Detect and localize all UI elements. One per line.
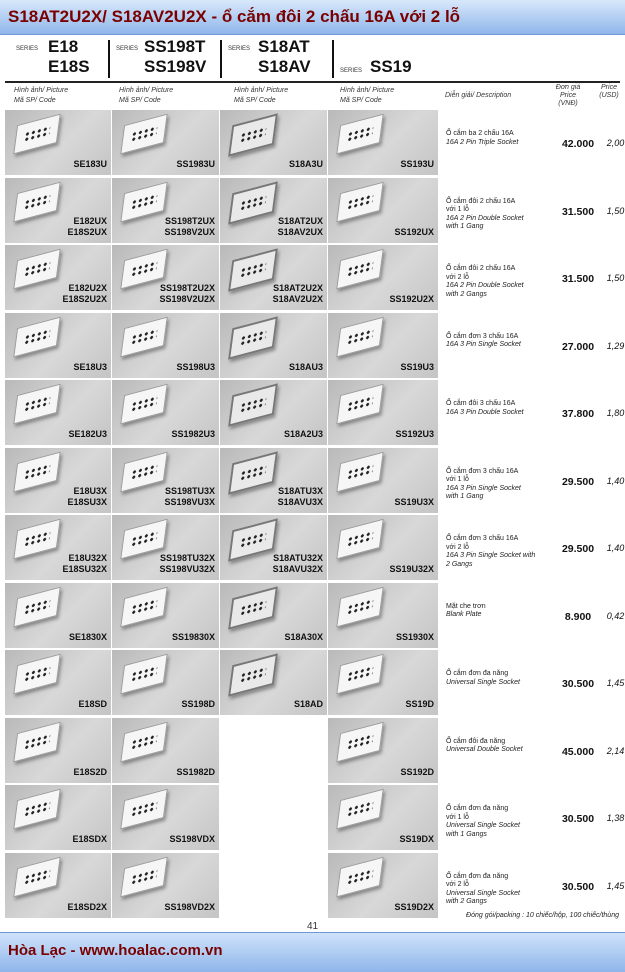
product-picture-cell [328,650,438,715]
column-header-picture: Hình ảnh/ Picture Mã SP/ Code [234,87,289,104]
footer-bar [0,932,625,972]
socket-plate-image [120,654,167,695]
socket-holes-icon [346,193,373,210]
socket-plate-image [120,181,167,222]
product-picture-cell [220,313,327,378]
price-usd: 1,80 [606,408,625,418]
header-bar [0,0,625,35]
product-picture-cell [328,380,438,445]
socket-holes-icon [130,800,157,817]
price-vnd: 42.000 [561,138,595,150]
product-picture-cell [112,110,219,175]
product-description [446,468,556,502]
product-code: SS1930X [395,631,434,642]
description-en: 16A 3 Pin Single Socket with 1 Gang [446,484,521,500]
description-vi: Ổ cắm đôi 3 chấu 16A [446,400,516,407]
product-picture-cell [220,515,327,580]
product-picture-cell [5,380,111,445]
socket-holes-icon [23,868,50,885]
product-picture-cell [5,313,111,378]
socket-holes-icon [130,125,157,142]
description-vi: Ổ cắm đơn đa năng với 2 lỗ [446,872,509,888]
series-label: SERIES [340,68,363,74]
description-vi: Mặt che trơn [446,602,486,610]
socket-plate-image [120,316,167,357]
price-usd: 1,29 [606,340,625,351]
socket-holes-icon [130,868,157,885]
product-picture-cell [220,448,327,513]
series-name: SS198V [144,57,207,76]
socket-plate-image [228,586,278,629]
socket-plate-image [336,316,383,357]
socket-plate-image [120,586,167,627]
series-name: S18AV [258,57,311,76]
column-header-picture: Hình ảnh/ Picture Mã SP/ Code [119,87,174,104]
socket-plate-image [13,384,60,425]
product-code: SS1983U [176,159,215,169]
socket-plate-image [228,113,278,156]
product-picture-cell [5,178,111,243]
product-code: SE18U3 [73,361,107,372]
product-picture-cell [328,785,438,850]
product-description [446,738,556,755]
description-vi: Ổ cắm đơn đa năng [446,670,509,677]
table-row [5,785,625,853]
product-picture-cell [220,110,327,175]
table-row [5,245,625,313]
socket-holes-icon [130,328,157,345]
product-code: SS198TU3X SS198VU3X [164,485,215,507]
socket-holes-icon [239,194,266,211]
product-picture-cell [112,313,219,378]
price-vnd: 45.000 [561,745,595,758]
socket-plate-image [228,653,278,696]
socket-plate-image [228,248,278,291]
description-en: 16A 3 Pin Single Socket [446,341,521,348]
product-picture-cell [112,245,219,310]
socket-plate-image [120,384,167,425]
socket-plate-image [336,249,383,290]
product-code: SS192D [400,766,434,777]
description-vi: Ổ cắm đôi 2 chấu 16A với 1 lỗ [446,197,516,213]
socket-holes-icon [130,260,157,277]
socket-holes-icon [130,530,157,547]
product-code: SS1982U3 [171,429,215,439]
price-vnd: 30.500 [561,678,595,690]
socket-plate-image [228,316,278,359]
socket-holes-icon [23,193,50,210]
column-header-description: Diễn giải/ Description [445,92,512,99]
price-usd: 1,45 [606,678,625,688]
product-picture-cell [328,313,438,378]
product-code: SS19D [405,699,434,709]
socket-holes-icon [346,328,373,345]
table-row [5,448,625,516]
product-picture-cell [220,245,327,310]
price-usd: 1,40 [606,543,625,553]
product-picture-cell [220,785,327,850]
series-name: E18 [48,37,79,56]
socket-holes-icon [23,328,50,345]
socket-holes-icon [23,665,50,682]
socket-holes-icon [346,800,373,817]
socket-plate-image [13,451,60,492]
socket-holes-icon [346,530,373,547]
socket-holes-icon [23,260,50,277]
product-description [446,873,556,907]
description-en: 16A 3 Pin Double Socket [446,408,524,416]
socket-plate-image [13,519,60,560]
product-picture-cell [112,718,219,783]
description-en: Universal Single Socket [446,678,520,686]
price-usd: 1,50 [606,205,625,216]
series-divider [332,40,334,78]
product-code: S18A2U3 [283,429,323,439]
socket-plate-image [336,721,383,762]
product-code: S18ATU3X S18AVU3X [277,485,323,507]
description-en: Universal Single Socket with 2 Gangs [446,889,520,905]
product-code: E18U32X E18SU32X [62,553,107,574]
product-description [446,265,556,299]
product-picture-cell [5,785,111,850]
socket-holes-icon [23,733,50,750]
table-row [5,718,625,786]
product-code: S18ATU32X S18AVU32X [272,553,323,574]
product-picture-cell [112,583,219,648]
series-divider [220,40,222,78]
product-code: SS1982D [176,766,215,777]
table-row [5,178,625,246]
price-usd: 1,40 [606,475,625,486]
product-description [446,400,556,417]
product-code: E18SDX [72,834,107,844]
product-picture-cell [328,718,438,783]
socket-plate-image [13,856,60,897]
product-picture-cell [220,380,327,445]
price-vnd: 29.500 [561,475,595,488]
product-code: SS19U32X [389,564,434,574]
description-vi: Ổ cắm đơn 3 chấu 16A với 1 lỗ [446,467,519,483]
product-code: S18AT2UX S18AV2UX [277,215,323,237]
product-code: E18SD2X [67,901,107,912]
price-vnd: 27.000 [561,340,595,353]
socket-holes-icon [239,666,266,683]
description-en: Universal Double Socket [446,746,523,753]
column-header-picture: Hình ảnh/ Picture Mã SP/ Code [14,87,69,104]
table-row [5,110,625,178]
price-vnd: 30.500 [561,880,595,893]
product-description [446,670,556,687]
packing-note: Đóng gói/packing : 10 chiếc/hộp, 100 chiếc/thùng [466,912,619,919]
socket-holes-icon [130,463,157,480]
product-description [446,333,556,350]
description-vi: Ổ cắm đôi đa năng [446,737,506,745]
product-code: SS198VD2X [164,901,215,912]
product-picture-cell [112,853,219,918]
description-vi: Ổ cắm ba 2 chấu 16A [446,130,514,137]
product-code: SS198D [181,699,215,709]
price-usd: 2,00 [606,138,625,148]
product-table [5,110,625,920]
price-vnd: 31.500 [561,273,595,285]
socket-holes-icon [23,530,50,547]
product-code: SE1830X [68,631,107,642]
product-code: SS19DX [399,834,434,844]
product-code: S18AT2U2X S18AV2U2X [272,283,323,304]
description-en: 16A 2 Pin Double Socket with 1 Gang [446,214,524,230]
product-picture-cell [220,583,327,648]
socket-holes-icon [346,665,373,682]
description-en: Universal Single Socket with 1 Gangs [446,822,520,838]
product-code: SS19830X [171,631,215,642]
product-code: SS192U3 [395,429,434,439]
table-row [5,650,625,718]
product-picture-cell [328,110,438,175]
product-picture-cell [220,178,327,243]
socket-holes-icon [239,126,266,143]
product-picture-cell [328,583,438,648]
socket-holes-icon [130,733,157,750]
description-en: Blank Plate [446,611,482,618]
product-code: SS19U3X [394,496,434,507]
socket-plate-image [336,654,383,695]
socket-holes-icon [346,125,373,142]
series-name: SS198T [144,37,206,56]
socket-holes-icon [23,395,50,412]
price-vnd: 31.500 [561,205,595,218]
socket-holes-icon [130,193,157,210]
product-code: SE183U [73,159,107,169]
series-ss19 [340,38,440,80]
price-usd: 2,14 [606,745,625,756]
price-vnd: 30.500 [561,813,595,825]
footer-text: Hòa Lạc - www.hoalac.com.vn [8,942,223,959]
socket-plate-image [13,721,60,762]
product-code: SS192UX [394,226,434,237]
header-divider [5,81,620,83]
socket-holes-icon [23,125,50,142]
product-picture-cell [328,178,438,243]
socket-plate-image [120,451,167,492]
product-code: E182UX E18S2UX [67,215,107,237]
product-code: SS198T2U2X SS198V2U2X [159,283,215,304]
product-picture-cell [220,853,327,918]
price-vnd: 8.900 [564,610,592,623]
socket-plate-image [336,181,383,222]
table-row [5,313,625,381]
series-label: SERIES [228,46,251,52]
product-picture-cell [328,515,438,580]
product-description [446,198,556,232]
table-row [5,380,625,448]
socket-plate-image [13,249,60,290]
product-picture-cell [5,718,111,783]
socket-plate-image [120,856,167,897]
socket-holes-icon [346,260,373,277]
socket-holes-icon [239,464,266,481]
product-code: SS193U [400,159,434,169]
price-usd: 1,45 [606,880,625,891]
socket-holes-icon [130,598,157,615]
socket-plate-image [336,519,383,560]
product-code: S18A3U [288,159,323,169]
socket-plate-image [336,384,383,425]
product-picture-cell [112,650,219,715]
product-code: SS198T2UX SS198V2UX [164,215,215,237]
product-code: S18AU3 [288,361,323,372]
description-en: 16A 2 Pin Double Socket with 2 Gangs [446,282,524,298]
product-code: E18S2D [73,766,107,777]
socket-holes-icon [346,395,373,412]
description-vi: Ổ cắm đôi 2 chấu 16A với 2 lỗ [446,265,516,281]
table-row [5,853,625,921]
series-name: E18S [48,57,90,76]
socket-holes-icon [130,395,157,412]
product-code: E18U3X E18SU3X [67,485,107,507]
socket-plate-image [13,181,60,222]
product-code: SS19U3 [400,361,434,372]
socket-holes-icon [239,261,266,278]
socket-plate-image [120,114,167,155]
series-name: SS19 [370,57,412,76]
socket-holes-icon [23,598,50,615]
socket-holes-icon [23,800,50,817]
socket-plate-image [13,114,60,155]
page-title: S18AT2U2X/ S18AV2U2X - ổ cắm đôi 2 chấu 16A với 2 lỗ [8,7,461,26]
page-number: 41 [306,921,319,932]
socket-holes-icon [130,665,157,682]
socket-plate-image [120,789,167,830]
table-row [5,583,625,651]
socket-holes-icon [239,599,266,616]
socket-plate-image [228,181,278,224]
product-description [446,603,556,620]
socket-plate-image [13,789,60,830]
product-picture-cell [112,448,219,513]
product-code: SS19D2X [394,901,434,912]
column-header-price-vnd: Đơn giá Price (VNĐ) [555,84,581,107]
series-label: SERIES [16,46,39,52]
product-picture-cell [112,515,219,580]
socket-plate-image [13,654,60,695]
socket-plate-image [228,518,278,561]
socket-plate-image [13,586,60,627]
column-header-picture: Hình ảnh/ Picture Mã SP/ Code [340,87,395,104]
product-picture-cell [5,448,111,513]
series-divider [108,40,110,78]
price-usd: 0,42 [606,610,625,621]
price-usd: 1,38 [606,813,625,823]
product-code: SS198U3 [176,361,215,372]
product-description [446,535,556,569]
product-code: E182U2X E18S2U2X [62,283,107,304]
product-picture-cell [328,448,438,513]
product-picture-cell [5,110,111,175]
product-code: SE182U3 [68,429,107,439]
price-usd: 1,50 [606,273,625,283]
socket-plate-image [336,586,383,627]
socket-plate-image [336,114,383,155]
socket-holes-icon [346,598,373,615]
socket-plate-image [228,451,278,494]
product-picture-cell [5,583,111,648]
description-vi: Ổ cắm đơn 3 chấu 16A với 2 lỗ [446,535,519,551]
description-en: 16A 2 Pin Triple Socket [446,138,519,146]
socket-holes-icon [346,463,373,480]
socket-holes-icon [346,868,373,885]
product-picture-cell [5,515,111,580]
product-picture-cell [5,650,111,715]
product-picture-cell [328,853,438,918]
price-vnd: 37.800 [561,408,595,420]
series-ss198 [116,38,221,80]
socket-holes-icon [23,463,50,480]
socket-plate-image [336,451,383,492]
socket-holes-icon [346,733,373,750]
product-code: S18AD [293,699,323,709]
product-picture-cell [112,178,219,243]
socket-plate-image [336,789,383,830]
description-en: 16A 3 Pin Single Socket with 2 Gangs [446,552,536,568]
product-code: SS192U2X [389,294,434,304]
product-picture-cell [220,718,327,783]
socket-plate-image [120,721,167,762]
socket-plate-image [228,383,278,426]
series-s18a [228,38,333,80]
column-header-price-usd: Price (USD) [599,84,619,99]
product-picture-cell [112,785,219,850]
product-picture-cell [5,853,111,918]
product-code: SS198TU32X SS198VU32X [159,553,215,574]
series-name: S18AT [258,37,310,56]
series-label: SERIES [116,46,139,52]
socket-plate-image [336,856,383,897]
product-description [446,805,556,839]
product-code: S18A30X [284,631,323,642]
product-code: E18SD [78,699,107,709]
table-row [5,515,625,583]
socket-holes-icon [239,531,266,548]
description-vi: Ổ cắm đơn 3 chấu 16A [446,332,519,340]
product-description [446,130,556,147]
product-picture-cell [5,245,111,310]
socket-plate-image [13,316,60,357]
socket-holes-icon [239,329,266,346]
product-picture-cell [328,245,438,310]
price-vnd: 29.500 [561,543,595,555]
product-code: SS198VDX [169,834,215,844]
series-e18 [10,38,110,80]
socket-holes-icon [239,396,266,413]
product-picture-cell [112,380,219,445]
description-vi: Ổ cắm đơn đa năng với 1 lỗ [446,805,509,821]
product-picture-cell [220,650,327,715]
